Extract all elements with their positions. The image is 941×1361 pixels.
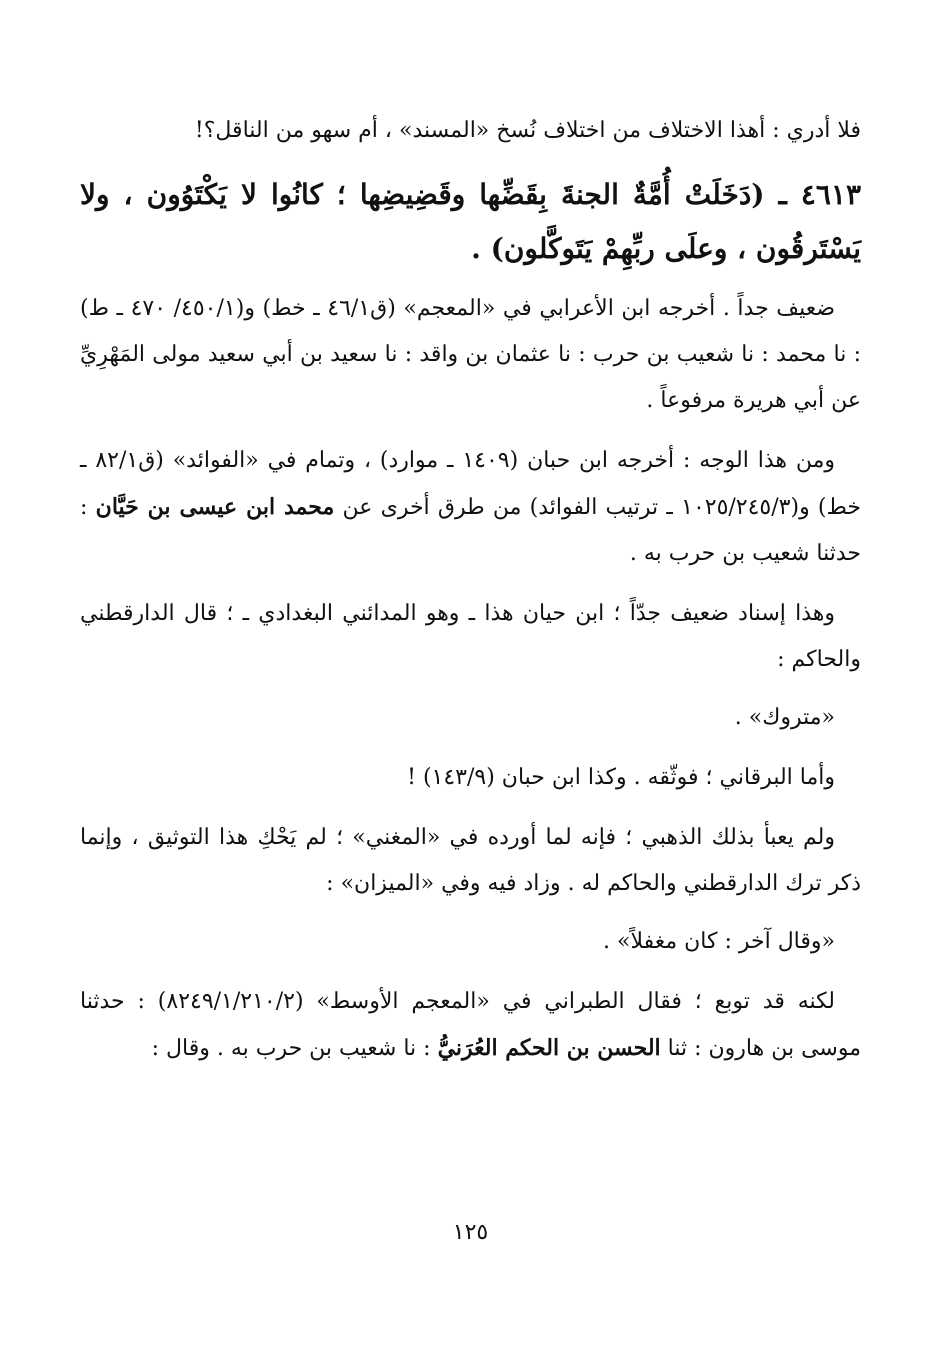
same-route-paragraph bbox=[80, 438, 861, 577]
intro-paragraph: فلا أدري : أهذا الاختلاف من اختلاف نُسخ «المسند» ، أم سهو من الناقل؟! bbox=[194, 118, 861, 143]
barqani-paragraph: وأما البرقاني ؛ فوثّقه . وكذا ابن حبان (١٤٣/٩) ! bbox=[407, 765, 835, 790]
tabarani-text-1: لكنه قد توبع ؛ فقال الطبراني في «المعجم الأوسط» (٨٢٤٩/١/٢١٠/٢) : حدثنا موسى بن هارون : ثنا bbox=[80, 989, 861, 1061]
document-page bbox=[80, 108, 861, 1072]
tabarani-text-2: : نا شعيب بن حرب به . وقال : bbox=[151, 1036, 431, 1061]
dhahabi-paragraph: ولم يعبأ بذلك الذهبي ؛ فإنه لما أورده في «المغني» ؛ لم يَحْكِ هذا التوثيق ، وإنما ذكر ترك الدارقطني والحاكم له . وزاد فيه وفي «الميزان» : bbox=[80, 825, 861, 896]
quote-mughaffal: «وقال آخر : كان مغفلاً» . bbox=[603, 929, 835, 954]
same-route-text-1: ومن هذا الوجه : أخرجه ابن حبان (١٤٠٩ ـ موارد) ، وتمام في «الفوائد» (ق٨٢/١ ـ خط) و(١٠٢٥/٢٤٥/٣ ـ ترتيب الفوائد) من طرق أخرى عن bbox=[80, 448, 861, 520]
quote-matruk: «متروك» . bbox=[734, 705, 835, 730]
takhrij-paragraph: ضعيف جداً . أخرجه ابن الأعرابي في «المعجم» (ق٤٦/١ ـ خط) و(٤٥٠/١/ ٤٧٠ ـ ط) : نا محمد : نا شعيب بن حرب : نا عثمان بن واقد : نا سعيد بن أبي سعيد مولى المَهْرِيِّ عن أبي هريرة مرفوعاً . bbox=[80, 296, 861, 413]
hadith-text: ٤٦١٣ ـ (دَخَلَتْ أُمَّةٌ الجنةَ بِقَضِّها وقَضِيضِها ؛ كانُوا لا يَكْتَوُون ، ولا يَسْتَرقُون ، وعلَى ربِّهِمْ يَتَوكَّلون) . bbox=[80, 178, 861, 265]
tabarani-paragraph bbox=[80, 979, 861, 1072]
isnad-paragraph: وهذا إسناد ضعيف جدّاً ؛ ابن حيان هذا ـ وهو المدائني البغدادي ـ ؛ قال الدارقطني والحاكم : bbox=[80, 601, 861, 672]
narrator-name-1: محمد ابن عيسى بن حَيَّان bbox=[95, 494, 335, 520]
narrator-name-2: الحسن بن الحكم العُرَنيُّ bbox=[437, 1035, 661, 1061]
page-number: ١٢٥ bbox=[452, 1220, 489, 1245]
same-route-text-2: : حدثنا شعيب بن حرب به . bbox=[80, 495, 861, 566]
